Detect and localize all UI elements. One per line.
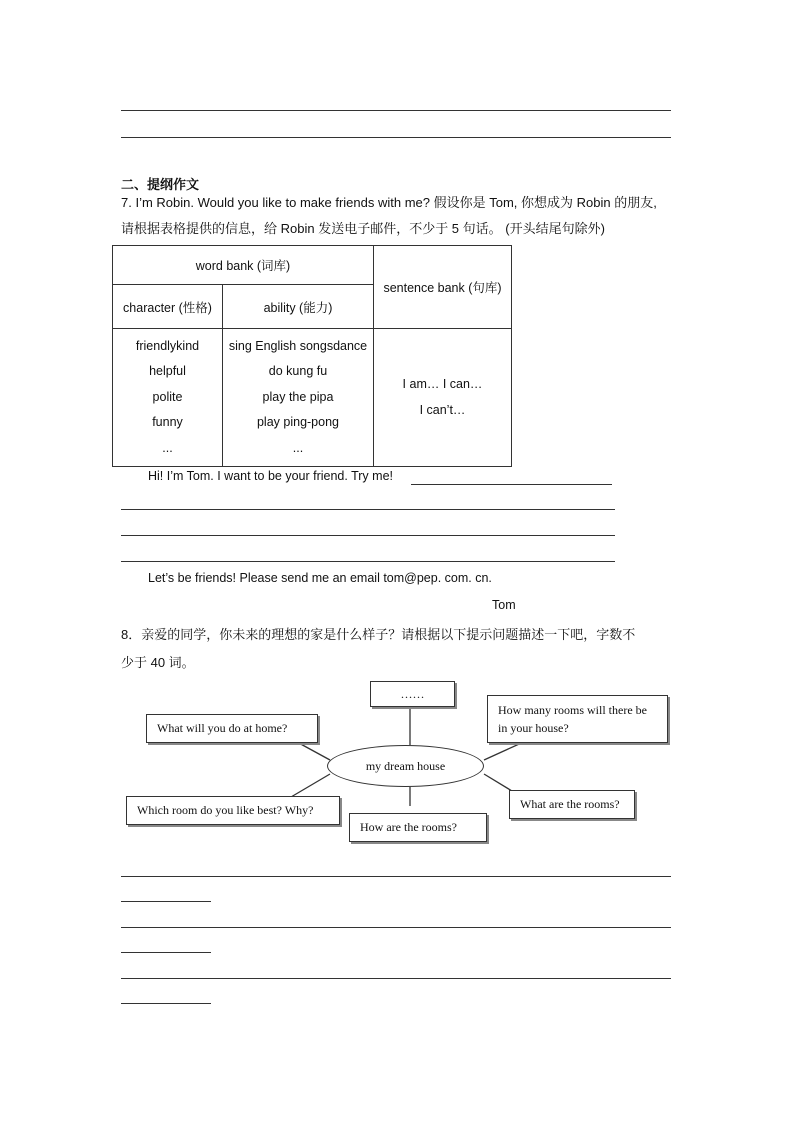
answer-line[interactable] (121, 952, 211, 953)
prompt-box-bottom (349, 813, 487, 842)
email-opening: Hi! I’m Tom. I want to be your friend. Try me! (148, 469, 393, 483)
answer-line[interactable] (121, 978, 671, 979)
connector-line (291, 774, 330, 797)
email-signature: Tom (492, 598, 516, 612)
prompt-text: What are the rooms? (520, 797, 620, 811)
list-item: ... (292, 440, 304, 455)
prompt-box-left-top (146, 714, 318, 743)
answer-line[interactable] (121, 876, 671, 877)
sentence-bank-header: sentence bank (句库) (374, 246, 512, 329)
list-item: polite (152, 389, 183, 404)
question-8-line-2: 少于 40 词。 (121, 655, 195, 670)
section-title: 二、提纲作文 (121, 177, 200, 192)
answer-line[interactable] (121, 1003, 211, 1004)
prompt-text: What will you do at home? (157, 721, 288, 735)
list-item: I am… I can… (402, 377, 483, 391)
center-text: my dream house (365, 758, 446, 773)
list-item: play the pipa (262, 389, 334, 404)
list-item: play ping-pong (256, 415, 339, 430)
prompt-box-top-right (487, 695, 668, 743)
list-item: helpful (149, 364, 186, 379)
answer-line[interactable] (121, 901, 211, 902)
prompt-text: Which room do you like best? Why? (137, 803, 314, 817)
list-item: do kung fu (268, 364, 328, 379)
list-item: friendlykind (135, 338, 200, 353)
question-8-line-1: 8．亲爱的同学，你未来的理想的家是什么样子？请根据以下提示问题描述一下吧，字数不 (121, 627, 636, 642)
center-node (327, 745, 484, 787)
connector-line (484, 774, 512, 791)
question-7-line-2: 请根据表格提供的信息，给 Robin 发送电子邮件，不少于 5 句话。 (开头结尾句除外) (121, 221, 605, 236)
list-item: sing English songsdance (228, 338, 368, 353)
question-7-line-1: 7. I’m Robin. Would you like to make friends with me? 假设你是 Tom, 你想成为 Robin 的朋友, (121, 195, 657, 210)
prompt-box-top (370, 681, 455, 707)
prompt-box-right (509, 790, 635, 819)
list-item: I can’t… (419, 402, 466, 417)
list-item: ... (162, 440, 173, 455)
list-item: funny (152, 415, 183, 430)
connector-line (297, 742, 330, 760)
email-closing: Let’s be friends! Please send me an email tom@pep. com. cn. (148, 571, 492, 585)
prompt-text: How many rooms will there be in your house? (498, 703, 647, 735)
answer-line[interactable] (121, 927, 671, 928)
connector-line (484, 740, 528, 760)
character-header: character (性格) (113, 285, 223, 329)
prompt-text: How are the rooms? (360, 820, 457, 834)
prompt-box-left-bottom (126, 796, 340, 825)
ability-header: ability (能力) (223, 285, 374, 329)
prompt-text: …… (400, 686, 425, 701)
word-bank-header: word bank (词库) (113, 246, 374, 285)
